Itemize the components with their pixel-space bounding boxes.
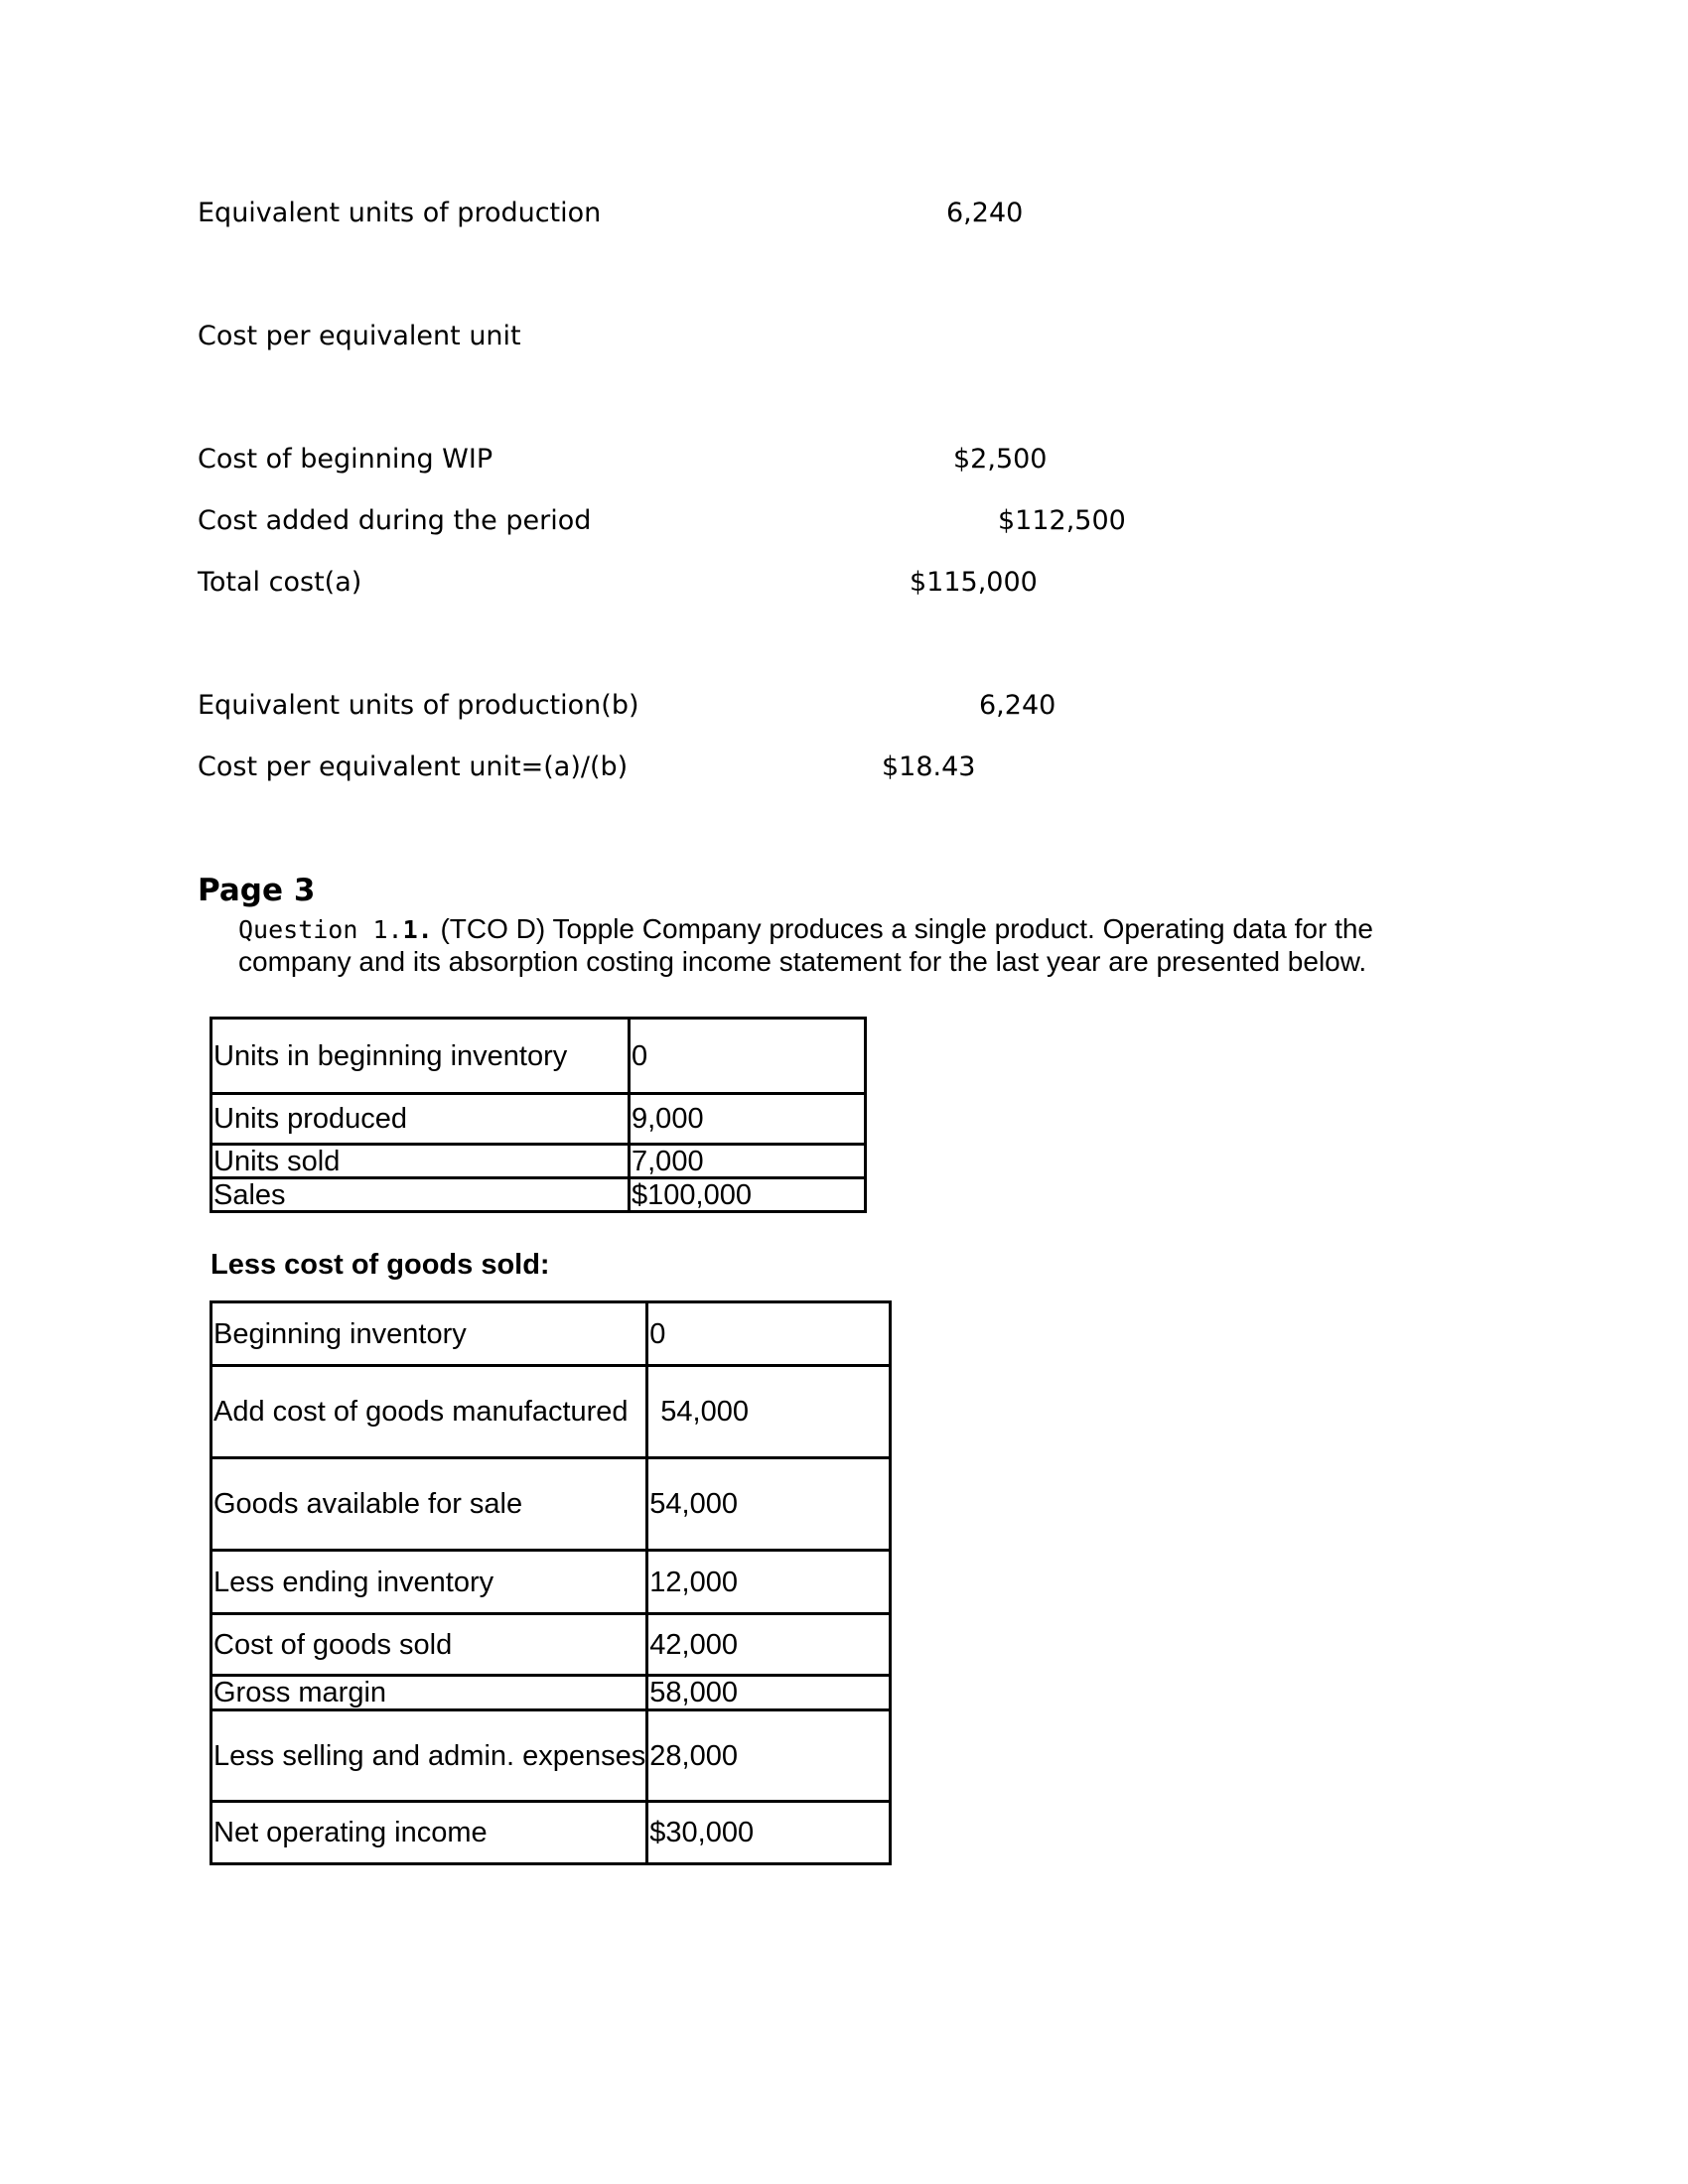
calc-value-equivalent-units: 6,240	[946, 198, 1024, 228]
question-text	[238, 913, 1489, 978]
question-body: (TCO D) Topple Company produces a single product. Operating data for the company and its absorption costing income statement for the last year are presented below.	[238, 913, 1373, 977]
table-row	[211, 1019, 866, 1094]
table-cell-label: Units sold	[211, 1145, 630, 1178]
calc-value-cost-per-unit: $18.43	[882, 751, 976, 782]
table-row	[211, 1710, 891, 1802]
table-row	[211, 1302, 891, 1366]
table-row	[211, 1802, 891, 1864]
table-cell-label: Cost of goods sold	[211, 1614, 647, 1676]
table-cell-label: Add cost of goods manufactured	[211, 1366, 647, 1458]
table-row	[211, 1145, 866, 1178]
calc-label-cost-added: Cost added during the period	[198, 505, 592, 536]
table-cell-value: $30,000	[647, 1802, 891, 1864]
question-number: 1.	[402, 915, 433, 944]
table-cell-label: Beginning inventory	[211, 1302, 647, 1366]
table-row	[211, 1366, 891, 1458]
calc-value-cost-added: $112,500	[998, 505, 1126, 536]
table-cell-value: 9,000	[630, 1094, 866, 1145]
table-cell-value: 12,000	[647, 1551, 891, 1614]
table-cell-label: Less ending inventory	[211, 1551, 647, 1614]
table-cell-value: 42,000	[647, 1614, 891, 1676]
table-cell-value: 28,000	[647, 1710, 891, 1802]
table-cell-value: 0	[630, 1019, 866, 1094]
calc-value-total-cost: $115,000	[910, 567, 1038, 598]
question-label: Question 1.	[238, 915, 403, 944]
table-cell-label: Units in beginning inventory	[211, 1019, 630, 1094]
table-cell-value: 7,000	[630, 1145, 866, 1178]
operating-data-table	[210, 1017, 867, 1213]
table-cell-label: Net operating income	[211, 1802, 647, 1864]
calc-label-beginning-wip: Cost of beginning WIP	[198, 444, 493, 475]
calc-label-cost-per-unit-formula: Cost per equivalent unit=(a)/(b)	[198, 751, 629, 782]
table-cell-label: Sales	[211, 1178, 630, 1212]
table-row	[211, 1094, 866, 1145]
calc-value-equivalent-units-b: 6,240	[979, 690, 1056, 721]
table-cell-label: Units produced	[211, 1094, 630, 1145]
table-cell-label: Gross margin	[211, 1676, 647, 1710]
calc-label-equivalent-units-b: Equivalent units of production(b)	[198, 690, 639, 721]
table-row	[211, 1676, 891, 1710]
cogs-heading: Less cost of goods sold:	[211, 1249, 550, 1281]
calc-label-cost-per-equivalent-unit: Cost per equivalent unit	[198, 321, 521, 351]
page-heading: Page 3	[198, 873, 316, 908]
table-cell-value: 54,000	[647, 1458, 891, 1551]
table-cell-label: Less selling and admin. expenses	[211, 1710, 647, 1802]
table-cell-label: Goods available for sale	[211, 1458, 647, 1551]
table-cell-value: 58,000	[647, 1676, 891, 1710]
calc-label-total-cost: Total cost(a)	[198, 567, 362, 598]
calc-value-beginning-wip: $2,500	[953, 444, 1048, 475]
table-row	[211, 1551, 891, 1614]
table-cell-value: 0	[647, 1302, 891, 1366]
table-cell-value: 54,000	[647, 1366, 891, 1458]
table-row	[211, 1614, 891, 1676]
table-row	[211, 1178, 866, 1212]
calc-label-equivalent-units: Equivalent units of production	[198, 198, 602, 228]
table-cell-value: $100,000	[630, 1178, 866, 1212]
income-statement-table	[210, 1300, 892, 1865]
table-row	[211, 1458, 891, 1551]
